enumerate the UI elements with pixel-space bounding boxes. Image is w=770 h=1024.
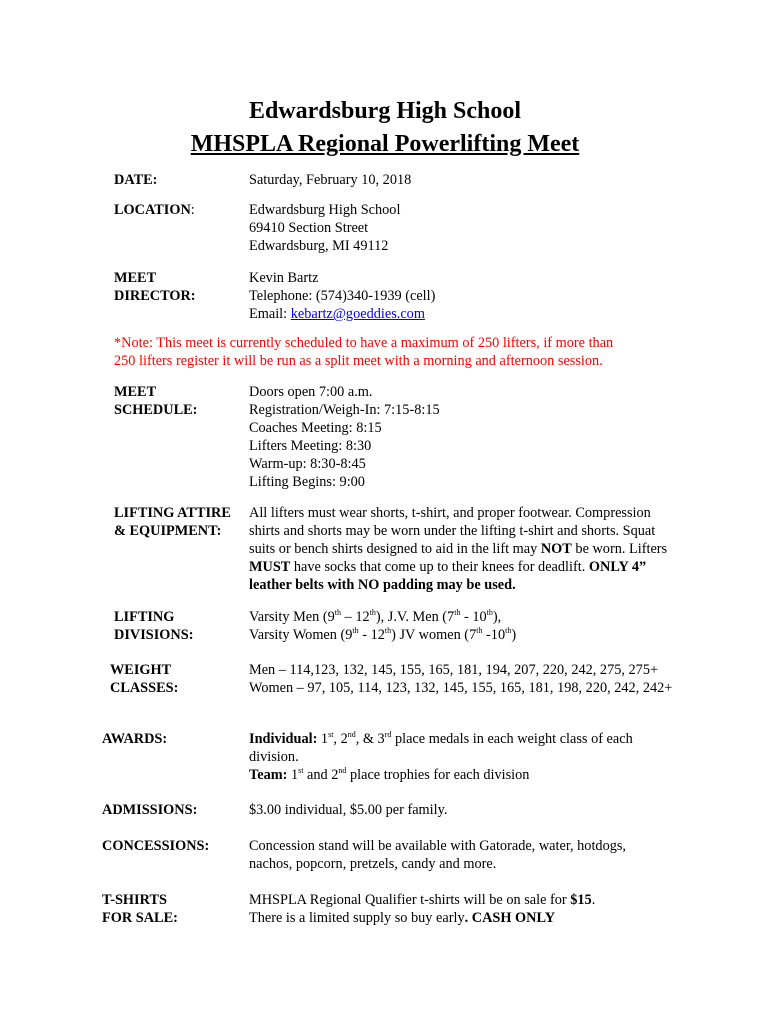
director-value — [249, 269, 719, 323]
men-weight-classes: Men – 114,123, 132, 145, 155, 165, 181, 194, 207, 220, 242, 275, 275+ — [249, 662, 659, 678]
schedule-item: Coaches Meeting: 8:15 — [249, 420, 382, 436]
date-value: Saturday, February 10, 2018 — [249, 172, 412, 188]
schedule-item: Doors open 7:00 a.m. — [249, 384, 373, 400]
tshirts-label: T-SHIRTS FOR SALE: — [102, 892, 178, 926]
awards-text: Individual: 1st, 2nd, & 3rd place medals in each weight class of each division. Team: 1st and 2nd place trophies for each division — [249, 730, 633, 783]
split-meet-note: *Note: This meet is currently scheduled to have a maximum of 250 lifters, if more than 250 lifters register it will be run as a split meet with a morning and afternoon session. — [114, 335, 614, 369]
director-phone: Telephone: (574)340-1939 (cell) — [249, 288, 436, 304]
schedule-label: MEET SCHEDULE: — [114, 384, 198, 418]
weight-classes-label: WEIGHT CLASSES: — [110, 662, 179, 696]
director-email-link[interactable]: kebartz@goeddies.com — [290, 306, 425, 322]
women-weight-classes: Women – 97, 105, 114, 123, 132, 145, 155, 165, 181, 198, 220, 242, 242+ — [249, 680, 673, 696]
schedule-item: Warm-up: 8:30-8:45 — [249, 456, 366, 472]
weight-classes-list — [249, 661, 719, 697]
page-title-meet: MHSPLA Regional Powerlifting Meet — [190, 131, 580, 157]
attire-label: LIFTING ATTIRE & EQUIPMENT: — [114, 505, 231, 539]
schedule-item: Lifters Meeting: 8:30 — [249, 438, 372, 454]
date-label: DATE: — [114, 172, 158, 188]
men-divisions: Varsity Men (9th – 12th), J.V. Men (7th - 10th), — [249, 608, 502, 625]
schedule-item: Registration/Weigh-In: 7:15-8:15 — [249, 402, 440, 418]
location-line: Edwardsburg, MI 49112 — [249, 238, 389, 254]
concessions-text: Concession stand will be available with Gatorade, water, hotdogs, nachos, popcorn, pretzels, candy and more. — [249, 838, 627, 872]
women-divisions: Varsity Women (9th - 12th) JV women (7th -10th) — [249, 626, 517, 643]
attire-text: All lifters must wear shorts, t-shirt, and proper footwear. Compression shirts and shorts may be worn under the lifting t-shirt and shorts. Squat suits or bench shirts designed to aid in the lift may NOT be worn. Lifters MUST have socks that come up to their knees for deadlift. ONLY 4” leather belts with NO padding may be used. — [249, 505, 668, 593]
location-value — [249, 201, 719, 255]
schedule-list — [249, 383, 719, 491]
director-label: MEET DIRECTOR: — [114, 270, 196, 304]
admissions-value: $3.00 individual, $5.00 per family. — [249, 802, 448, 818]
tshirts-text: MHSPLA Regional Qualifier t-shirts will be on sale for $15. There is a limited supply so buy early. CASH ONLY — [249, 892, 596, 926]
location-line: Edwardsburg High School — [249, 202, 401, 218]
location-line: 69410 Section Street — [249, 220, 369, 236]
admissions-label: ADMISSIONS: — [102, 802, 198, 818]
awards-label: AWARDS: — [102, 731, 168, 747]
schedule-item: Lifting Begins: 9:00 — [249, 474, 365, 490]
divisions-label: LIFTING DIVISIONS: — [114, 609, 194, 643]
concessions-label: CONCESSIONS: — [102, 838, 210, 854]
director-email-line: Email: kebartz@goeddies.com — [249, 306, 425, 322]
divisions-list — [249, 608, 719, 644]
director-name: Kevin Bartz — [249, 270, 319, 286]
page-title-school: Edwardsburg High School — [248, 98, 522, 124]
location-label: LOCATION: — [114, 202, 195, 218]
